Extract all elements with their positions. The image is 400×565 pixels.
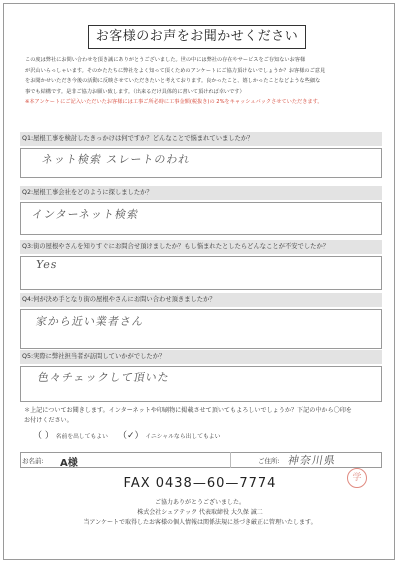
intro-line: この度は弊社にお問い合わせを頂き誠にありがとうございました。世の中には弊社の存在やサービスをご存知ないお客様 bbox=[25, 57, 306, 63]
question-4-label: Q4:何が決め手となり街の屋根やさんにお問い合わせ頂きましたか？ bbox=[20, 293, 382, 307]
consent-option-initial[interactable] bbox=[118, 428, 220, 441]
option-initial-label: イニシャルなら出してもよい bbox=[145, 434, 221, 440]
address-label: ご住所: bbox=[258, 457, 280, 465]
answer-5-handwriting: 色々チェックして頂いた bbox=[36, 371, 171, 384]
question-5-label: Q5:実際に弊社担当者が訪問していかがでしたか？ bbox=[20, 350, 382, 364]
intro-line: が沢山いらっしゃいます。そのかたたちに弊社をよく知って頂くためのアンケートにご協力頂けないでしょうか？お客様のご意見 bbox=[25, 67, 326, 74]
address-handwriting: 神奈川県 bbox=[286, 454, 338, 467]
fax-number: FAX 0438—60—7774 bbox=[123, 476, 277, 491]
consent-line: お付けください。 bbox=[24, 416, 73, 424]
seal-stamp: 学 bbox=[347, 468, 367, 488]
question-1-label: Q1:屋根工事を検討したきっかけは何ですか？どんなことで悩まれていましたか？ bbox=[20, 132, 382, 146]
intro-text bbox=[25, 55, 381, 108]
answer-4-handwriting: 家から近い業者さん bbox=[34, 315, 146, 328]
answer-1-handwriting: ネット検索 スレートのわれ bbox=[40, 153, 192, 166]
consent-option-name[interactable] bbox=[33, 428, 108, 441]
company-text: 株式会社シェアテック 代表取締役 大久保 誠二 bbox=[137, 509, 263, 516]
thanks-text: ご協力ありがとうございました。 bbox=[154, 499, 245, 506]
answer-3-handwriting: Yes bbox=[34, 258, 59, 271]
option-name-label: 名前を出してもよい bbox=[55, 434, 108, 440]
consent-line: ＊上記についてお聞きします。インターネットや印刷物に掲載させて頂いてもよろしいでしょうか？下記の中から〇印を bbox=[24, 407, 352, 414]
answer-3-box bbox=[20, 256, 382, 290]
privacy-text: 当アンケートで取得したお客様の個人情報は関係法規に基づき厳正に管理いたします。 bbox=[83, 519, 317, 526]
question-2-label: Q2:屋根工事会社をどのように探しましたか？ bbox=[20, 186, 382, 200]
field-divider bbox=[230, 452, 231, 468]
cashback-note: ※本アンケートにご記入いただいたお客様には工事ご所必時に工事金額(税抜き)の 2%をキャッシュバックさせていただきます。 bbox=[25, 99, 323, 105]
name-value: A様 bbox=[60, 458, 78, 469]
question-3-label: Q3:街の屋根やさんを知りすぐにお問合せ頂けましたか？もし悩まれたとしたらどんなことが不安でしたか？ bbox=[20, 240, 382, 254]
page-title: お客様のお声をお聞かせください bbox=[88, 25, 306, 49]
consent-note bbox=[24, 406, 384, 425]
answer-2-handwriting: インターネット検索 bbox=[30, 208, 141, 221]
name-label: お名前: bbox=[22, 457, 44, 465]
intro-line: をお聞かせいただき今後の活動に反映させていただきたいと考えております。良かったこと、嬉しかったことなどような些細な bbox=[25, 78, 321, 84]
intro-line: 事でも結構です。是非ご協力お願い致します。（出来るだけ具体的に書いて頂ければ幸いです） bbox=[25, 88, 245, 95]
option-bracket: （✓） bbox=[118, 431, 144, 441]
option-bracket: （ ） bbox=[33, 431, 54, 441]
